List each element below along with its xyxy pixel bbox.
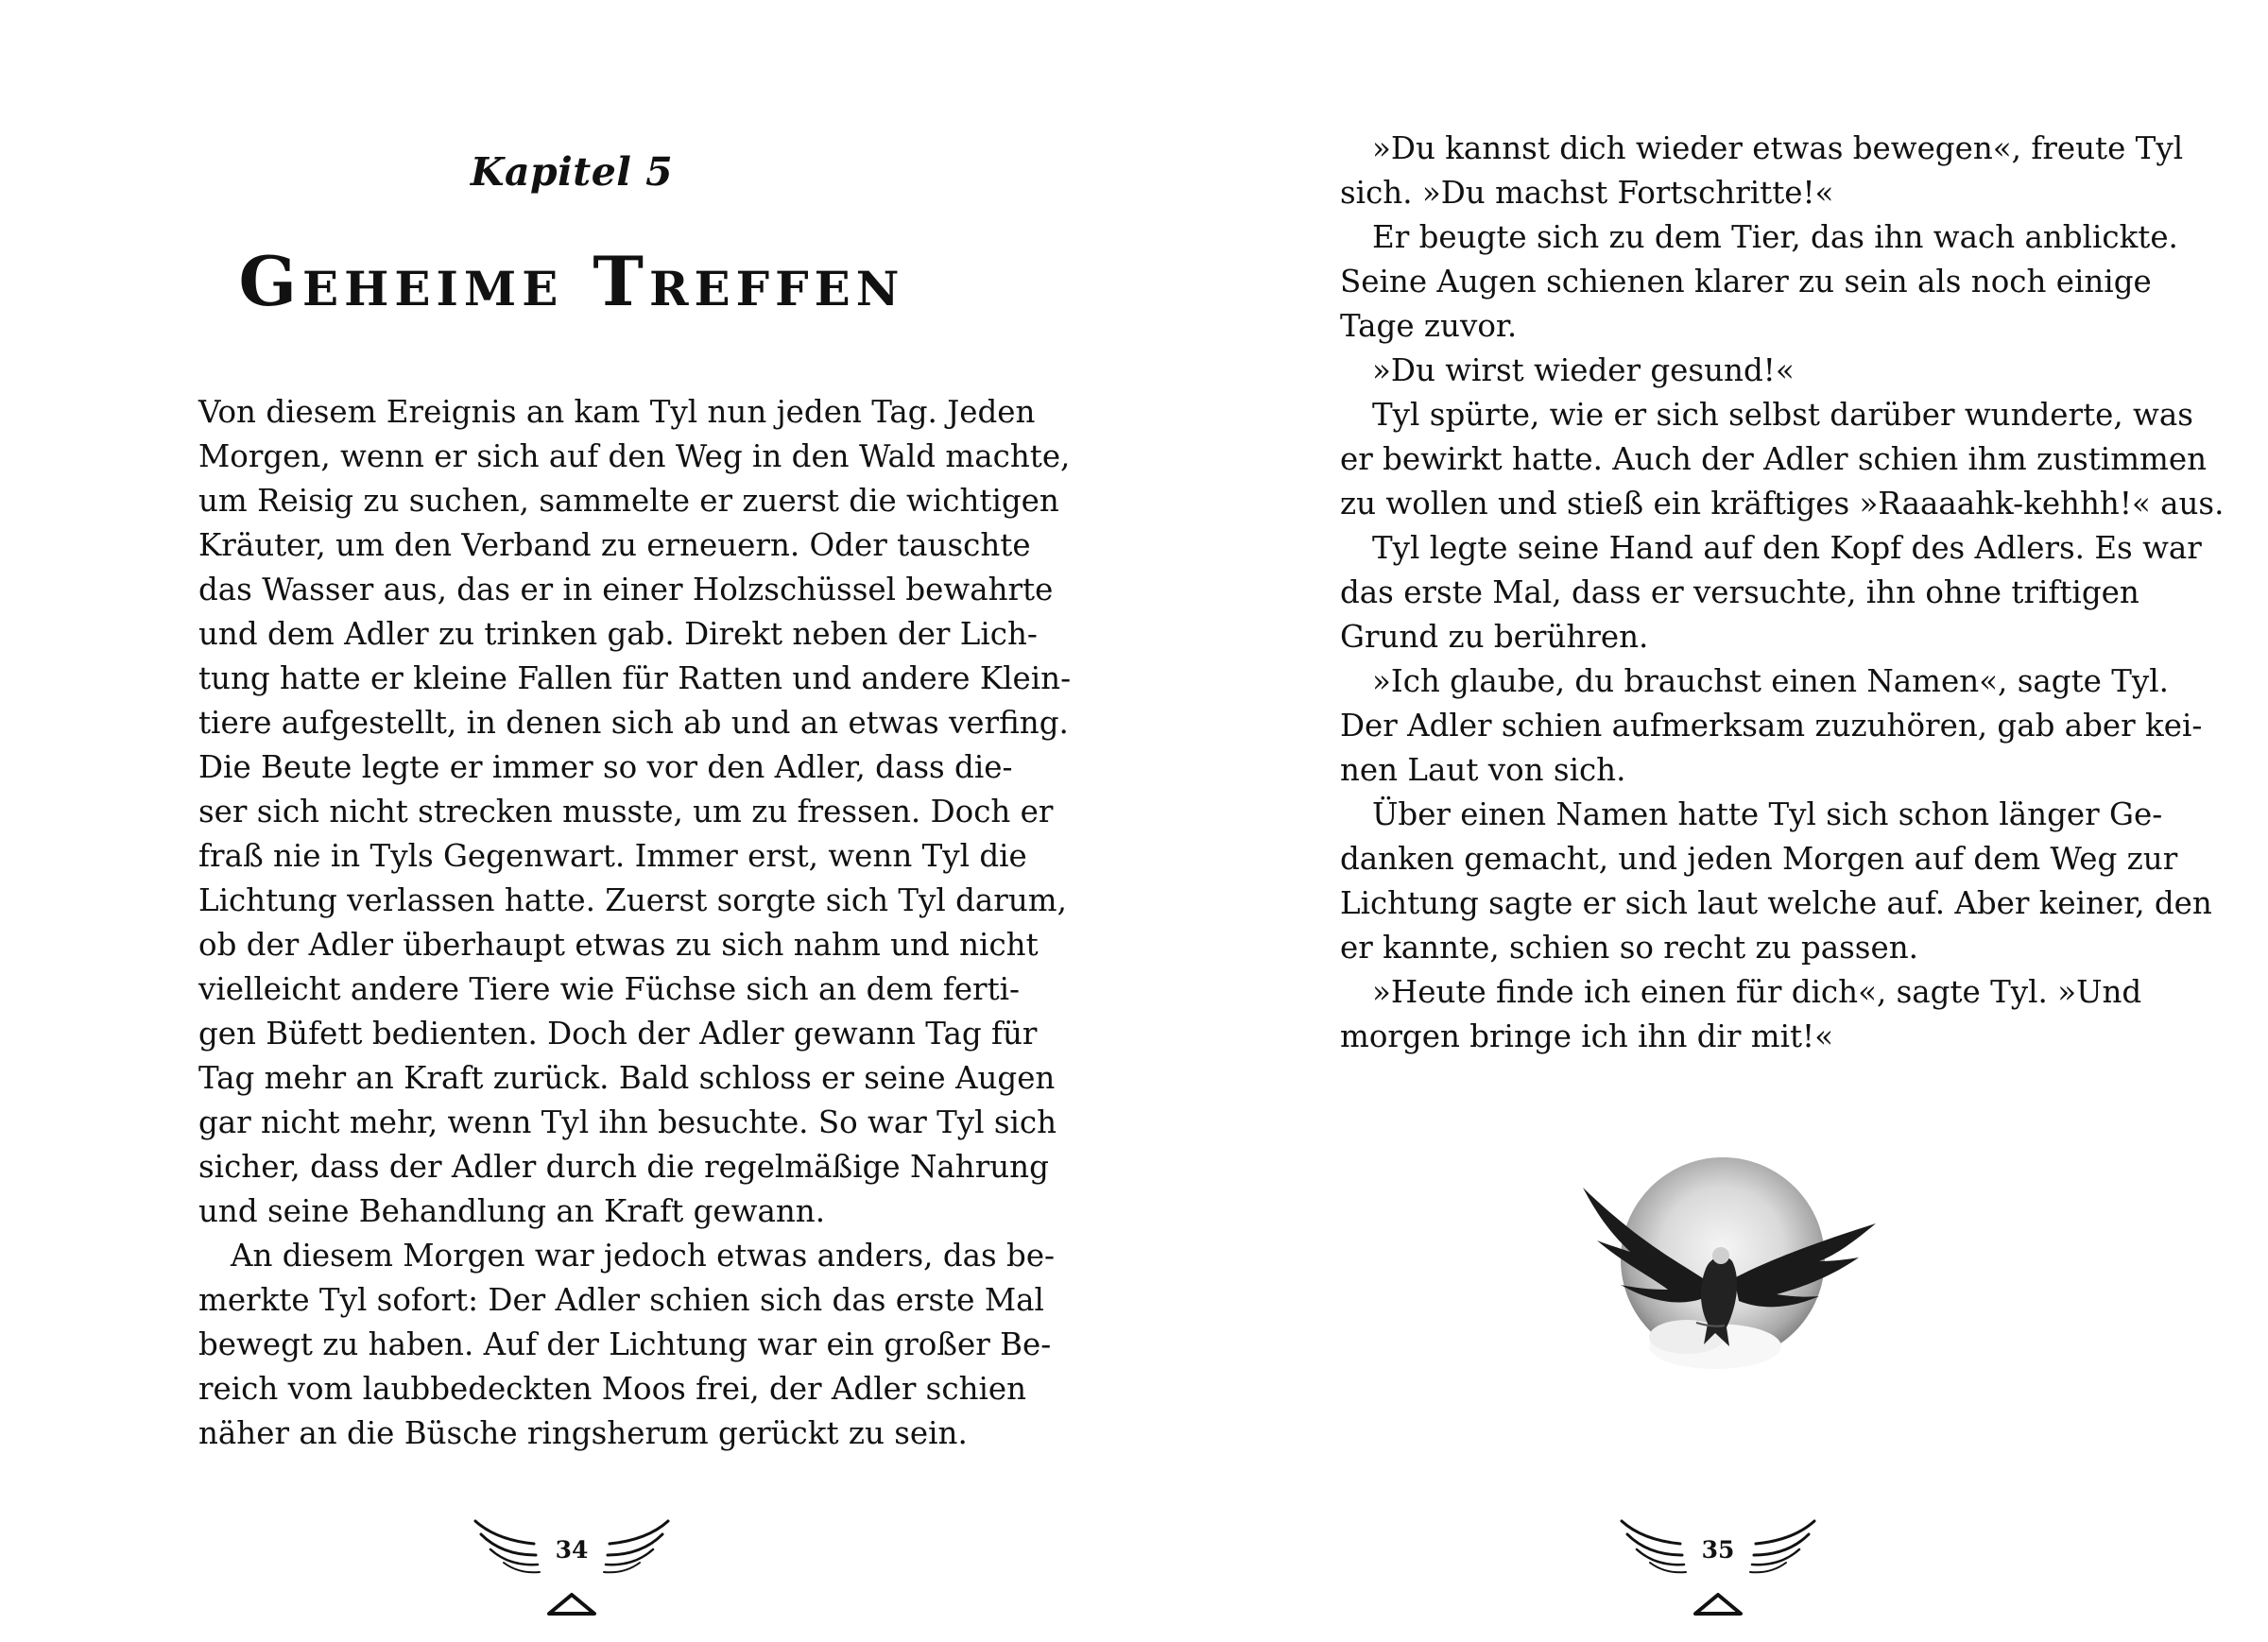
wing-ornament-icon [468, 1502, 676, 1634]
chapter-title: Geheime Treffen [238, 241, 905, 321]
text-line: Lichtung sagte er sich laut welche auf. Aber keiner, den [1340, 885, 2212, 921]
text-line: er kannte, schien so recht zu passen. [1340, 930, 1918, 966]
text-line: Der Adler schien aufmerksam zuzuhören, gab aber kei- [1340, 708, 2203, 744]
text-line: Tag mehr an Kraft zurück. Bald schloss er seine Augen [198, 1060, 1056, 1096]
chapter-label: Kapitel 5 [470, 149, 674, 195]
text-line: tiere aufgestellt, in denen sich ab und an etwas verfing. [198, 705, 1069, 741]
text-line: Morgen, wenn er sich auf den Weg in den Wald machte, [198, 438, 1071, 474]
text-line: Tyl legte seine Hand auf den Kopf des Adlers. Es war [1372, 530, 2202, 566]
text-line: Seine Augen schienen klarer zu sein als noch einige [1340, 264, 2152, 299]
text-line: und dem Adler zu trinken gab. Direkt neben der Lich- [198, 616, 1038, 652]
text-line: sich. »Du machst Fortschritte!« [1340, 175, 1834, 211]
text-line: Von diesem Ereignis an kam Tyl nun jeden Tag. Jeden [198, 394, 1036, 430]
text-line: das Wasser aus, das er in einer Holzschüssel bewahrte [198, 572, 1054, 607]
right-page [1134, 0, 2268, 1642]
text-line: Die Beute legte er immer so vor den Adler, dass die- [198, 749, 1013, 785]
text-line: An diesem Morgen war jedoch etwas anders, das be- [231, 1238, 1056, 1274]
text-line: und seine Behandlung an Kraft gewann. [198, 1193, 826, 1229]
text-line: fraß nie in Tyls Gegenwart. Immer erst, wenn Tyl die [198, 838, 1027, 874]
text-line: näher an die Büsche ringsherum gerückt zu sein. [198, 1415, 968, 1451]
right-body-text [1340, 127, 2225, 1059]
page-number: 34 [555, 1536, 589, 1564]
text-line: Kräuter, um den Verband zu erneuern. Oder tauschte [198, 527, 1031, 563]
wing-ornament-icon [1614, 1502, 1822, 1634]
text-line: sicher, dass der Adler durch die regelmäßige Nahrung [198, 1149, 1049, 1185]
page-number-ornament [1614, 1502, 1822, 1634]
page-number-ornament [468, 1502, 676, 1634]
text-line: »Ich glaube, du brauchst einen Namen«, sagte Tyl. [1372, 663, 2169, 699]
text-line: zu wollen und stieß ein kräftiges »Raaaahk-kehhh!« aus. [1340, 486, 2225, 522]
text-line: »Du wirst wieder gesund!« [1372, 352, 1795, 388]
text-line: gen Büfett bedienten. Doch der Adler gewann Tag für [198, 1016, 1038, 1052]
text-line: um Reisig zu suchen, sammelte er zuerst die wichtigen [198, 483, 1059, 519]
text-line: Über einen Namen hatte Tyl sich schon länger Ge- [1372, 796, 2163, 832]
text-line: Er beugte sich zu dem Tier, das ihn wach anblickte. [1372, 219, 2178, 255]
text-line: reich vom laubbedeckten Moos frei, der Adler schien [198, 1371, 1027, 1407]
text-line: vielleicht andere Tiere wie Füchse sich an dem ferti- [198, 971, 1021, 1007]
text-line: morgen bringe ich ihn dir mit!« [1340, 1018, 1833, 1054]
text-line: ser sich nicht strecken musste, um zu fressen. Doch er [198, 794, 1054, 830]
eagle-illustration [1564, 1157, 1885, 1394]
text-line: gar nicht mehr, wenn Tyl ihn besuchte. So war Tyl sich [198, 1104, 1057, 1140]
page-number: 35 [1701, 1536, 1735, 1564]
text-line: nen Laut von sich. [1340, 752, 1626, 788]
text-line: Tage zuvor. [1340, 308, 1518, 344]
text-line: danken gemacht, und jeden Morgen auf dem Weg zur [1340, 841, 2178, 877]
text-line: das erste Mal, dass er versuchte, ihn ohne triftigen [1340, 574, 2139, 610]
text-line: ob der Adler überhaupt etwas zu sich nahm und nicht [198, 927, 1039, 963]
text-line: er bewirkt hatte. Auch der Adler schien ihm zustimmen [1340, 441, 2207, 477]
text-line: merkte Tyl sofort: Der Adler schien sich das erste Mal [198, 1282, 1044, 1318]
text-line: tung hatte er kleine Fallen für Ratten und andere Klein- [198, 660, 1072, 696]
text-line: Tyl spürte, wie er sich selbst darüber wunderte, was [1372, 397, 2193, 433]
text-line: »Du kannst dich wieder etwas bewegen«, freute Tyl [1372, 130, 2184, 166]
text-line: Lichtung verlassen hatte. Zuerst sorgte sich Tyl darum, [198, 882, 1067, 918]
text-line: bewegt zu haben. Auf der Lichtung war ein großer Be- [198, 1326, 1052, 1362]
text-line: Grund zu berühren. [1340, 619, 1649, 655]
text-line: »Heute finde ich einen für dich«, sagte Tyl. »Und [1372, 974, 2142, 1010]
left-body-text [198, 390, 1072, 1456]
eagle-icon [1564, 1157, 1885, 1394]
